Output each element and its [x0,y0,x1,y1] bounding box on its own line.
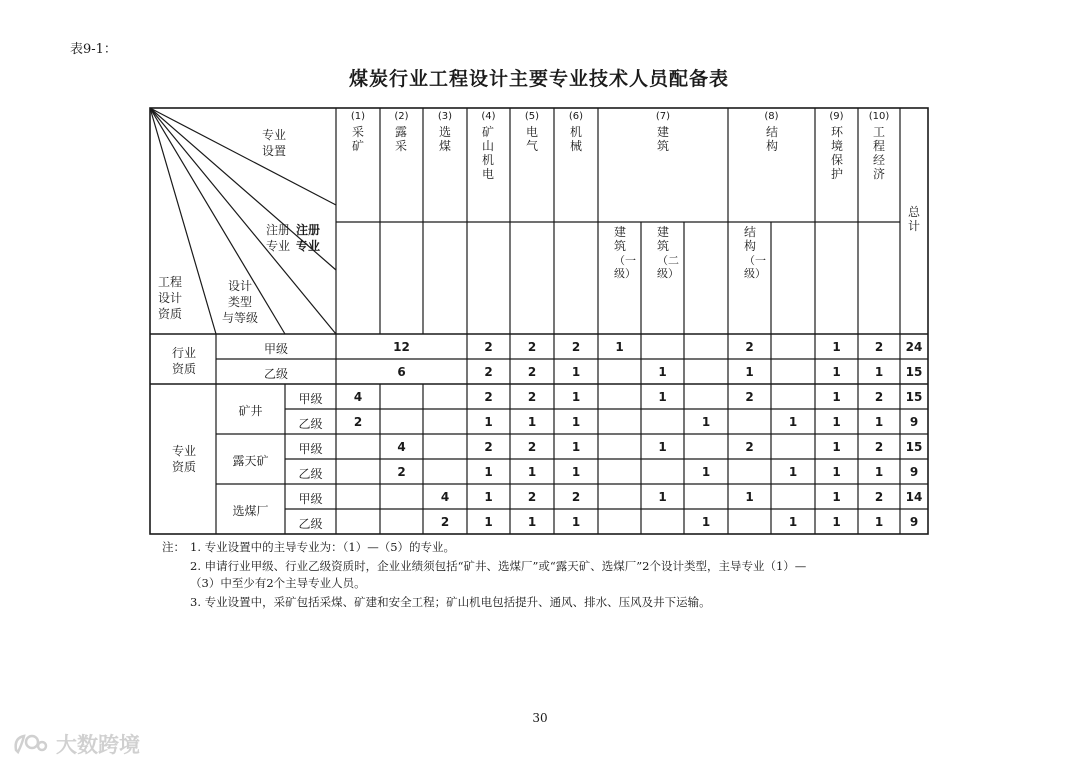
specialty-name: 工程经济 [872,125,885,181]
table-cell [598,510,641,534]
type-prep-plant-label: 选煤厂 [232,504,269,518]
table-cell [380,385,423,409]
total-header: 总计 [907,205,920,233]
registered-level: （一级） [744,254,766,280]
table-cell: 1 [571,390,581,404]
corner-top-label-1: 专业 [262,128,287,142]
grade-label: 乙级 [298,467,323,481]
table-cell: 1 [484,515,493,529]
registered-level: （一级） [614,254,636,280]
table-cell: 1 [832,415,841,429]
specialty-number: (6) [568,111,584,122]
table-cell [771,360,815,384]
specialty-number: (2) [394,111,409,122]
table-cell [684,435,728,459]
table-cell [684,485,728,509]
table-cell: 2 [484,340,493,354]
specialty-name: 机械 [569,125,582,153]
specialty-number: (8) [764,111,779,122]
table-cell: 6 [397,365,406,379]
table-cell: 1 [527,465,537,479]
table-cell: 1 [527,515,537,529]
table-cell: 2 [440,515,450,529]
table-cell [598,360,641,384]
corner-right-label-3: 与等级 [222,311,259,325]
grade-label: 甲级 [298,492,323,506]
table-cell: 1 [832,490,841,504]
table-cell: 1 [484,465,493,479]
table-cell [598,485,641,509]
table-cell: 15 [905,390,923,404]
table-cell: 1 [527,415,537,429]
table-cell: 15 [905,365,923,379]
watermark [10,729,140,759]
table-cell: 1 [571,515,581,529]
table-label: 表9-1： [70,42,117,57]
table-cell [728,510,771,534]
table-cell [728,460,771,484]
corner-left-label-1: 工程 [158,275,183,289]
specialty-number: (9) [829,111,844,122]
corner-mid-label-1: 注册 [266,223,291,237]
table-cell [336,485,380,509]
grade-label: 甲级 [263,342,288,356]
table-cell: 4 [397,440,406,454]
specialty-name: 结构 [765,125,778,153]
table-cell: 1 [701,415,711,429]
table-cell: 9 [909,415,919,429]
table-cell [771,485,815,509]
table-cell [380,410,423,434]
note-item: 3. 专业设置中，采矿包括采煤、矿建和安全工程；矿山机电包括提升、通风、排水、压风及井下运输。 [190,595,711,609]
table-cell: 1 [571,415,581,429]
table-cell: 2 [397,465,406,479]
registered-name: 建筑 [613,225,626,253]
grade-label: 乙级 [263,367,288,381]
note-item: 2. 申请行业甲级、行业乙级资质时，企业业绩须包括“矿井、选煤厂”或“露天矿、选煤厂”2个设计类型，主导专业（1）— [190,559,807,573]
specialty-name: 采矿 [351,125,364,153]
watermark-logo-icon [10,730,50,758]
table-cell: 1 [571,465,581,479]
table-cell [684,335,728,359]
table-cell: 2 [353,415,363,429]
table-cell: 2 [484,440,493,454]
table-cell [684,360,728,384]
table-cell: 9 [909,515,919,529]
table-cell [336,460,380,484]
table-cell: 2 [484,365,493,379]
table-cell: 1 [832,340,841,354]
table-cell: 2 [571,490,581,504]
type-open-pit-label: 露天矿 [232,454,269,468]
table-cell [728,410,771,434]
registered-name: 结构 [743,225,756,253]
table-cell: 2 [527,340,537,354]
table-cell: 24 [905,340,923,354]
table-cell: 1 [832,390,841,404]
type-mine-label: 矿井 [238,404,263,418]
table-cell [641,460,684,484]
table-cell [771,435,815,459]
grade-label: 乙级 [298,517,323,531]
table-cell: 12 [393,340,410,354]
table-cell [598,385,641,409]
table-cell [423,460,467,484]
table-cell [336,510,380,534]
table-cell: 1 [658,490,667,504]
table-cell: 1 [658,440,667,454]
table-cell: 2 [484,390,493,404]
group-specialty-label: 专业资质 [172,444,197,474]
note-item: 1. 专业设置中的主导专业为：（1）—（5）的专业。 [190,540,456,554]
table-cell: 1 [571,365,581,379]
table-cell: 1 [832,465,841,479]
table-cell: 1 [484,415,493,429]
corner-mid2-label-1: 注册 [296,223,321,237]
table-cell: 1 [788,465,798,479]
table-cell [684,385,728,409]
table-cell: 1 [788,415,798,429]
group-industry-label: 行业资质 [172,346,197,376]
table-cell: 1 [832,365,841,379]
table-cell: 2 [874,490,884,504]
table-cell [641,410,684,434]
table-cell: 1 [745,365,754,379]
specialty-number: (1) [350,111,366,122]
table-cell: 1 [874,365,884,379]
specialty-name: 建筑 [656,125,669,153]
table-cell: 1 [874,515,884,529]
table-cell: 1 [788,515,798,529]
table-cell: 2 [745,340,754,354]
table-cell: 2 [874,340,884,354]
table-cell: 14 [905,490,923,504]
specialty-name: 露采 [394,125,407,153]
table-cell [336,435,380,459]
table-cell [380,510,423,534]
table-cell: 2 [874,440,884,454]
page-number: 30 [532,711,548,725]
table-cell: 1 [701,515,711,529]
table-cell: 1 [832,515,841,529]
specialty-name: 环境保护 [830,125,843,181]
table-cell: 2 [527,440,537,454]
corner-right-label-2: 类型 [228,295,253,309]
specialty-number: (7) [655,111,671,122]
specialty-number: (5) [524,111,540,122]
corner-mid2-label-2: 专业 [296,239,321,253]
table-cell: 1 [874,415,884,429]
table-cell [641,510,684,534]
table-cell [598,460,641,484]
table-cell: 1 [571,440,581,454]
note-item: （3）中至少有2个主导专业人员。 [190,576,366,590]
registered-name: 建筑 [656,225,669,253]
table-cell: 2 [527,390,537,404]
specialty-name: 矿山机电 [481,125,494,181]
table-cell [771,385,815,409]
table-cell: 1 [701,465,711,479]
table-cell [423,385,467,409]
table-cell: 2 [874,390,884,404]
notes-prefix: 注： [162,540,185,554]
registered-level: （二级） [657,254,679,280]
corner-left-label-2: 设计 [158,291,183,305]
table-cell: 2 [571,340,581,354]
corner-mid-label-2: 专业 [266,239,291,253]
table-cell: 4 [353,390,363,404]
table-cell: 15 [905,440,923,454]
table-cell [771,335,815,359]
table-cell: 2 [745,390,754,404]
table-cell [423,410,467,434]
table-cell [641,335,684,359]
table-cell: 1 [484,490,493,504]
specialty-number: (3) [437,111,453,122]
table-cell [380,485,423,509]
table-cell [598,410,641,434]
grade-label: 甲级 [298,392,323,406]
corner-left-label-3: 资质 [158,307,183,321]
table-cell: 2 [527,490,537,504]
specialty-name: 选煤 [438,125,451,153]
table-cell: 2 [745,440,754,454]
watermark-text: 大数跨境 [56,733,140,757]
table-cell: 1 [658,390,667,404]
table-cell: 1 [832,440,841,454]
table-cell: 9 [909,465,919,479]
specialty-number: (10) [868,111,890,122]
table-cell: 1 [615,340,624,354]
document-title: 煤炭行业工程设计主要专业技术人员配备表 [348,68,729,90]
specialty-name: 电气 [525,125,538,153]
table-cell: 4 [440,490,450,504]
table-cell [598,435,641,459]
table-cell: 2 [527,365,537,379]
corner-right-label-1: 设计 [228,279,253,293]
specialty-number: (4) [481,111,496,122]
table-notes [162,539,807,611]
table-cell [423,435,467,459]
grade-label: 甲级 [298,442,323,456]
grade-label: 乙级 [298,417,323,431]
table-cell: 1 [745,490,754,504]
corner-top-label-2: 设置 [262,144,287,158]
table-cell: 1 [658,365,667,379]
table-cell: 1 [874,465,884,479]
